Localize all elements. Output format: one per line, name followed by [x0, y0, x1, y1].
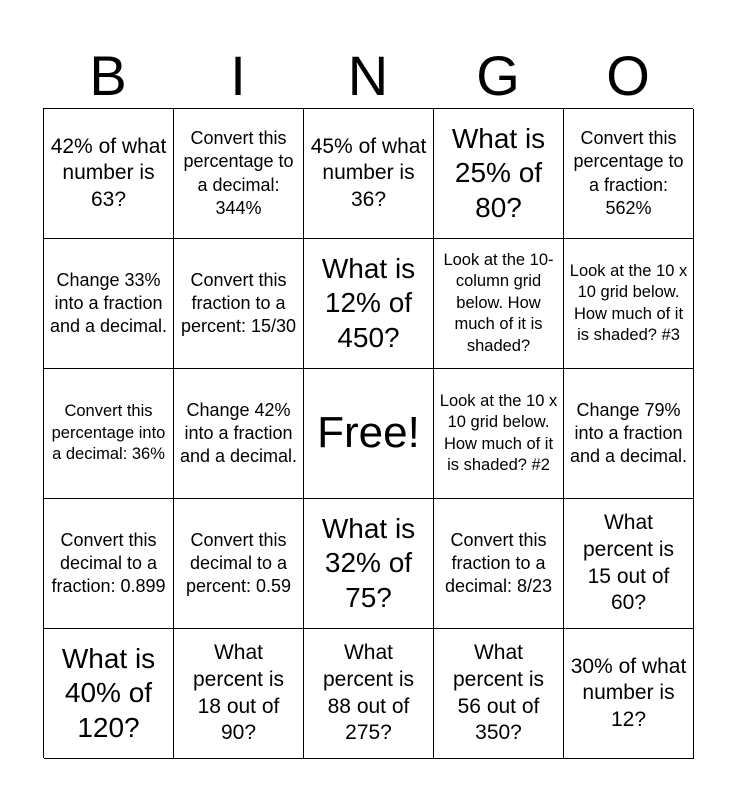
bingo-cell-r2c1[interactable] — [44, 239, 174, 369]
cell-text: Convert this fraction to a decimal: 8/23 — [444, 529, 553, 597]
header-letter-n: N — [347, 44, 389, 107]
bingo-cell-r4c1[interactable] — [44, 499, 174, 629]
bingo-cell-r4c2[interactable] — [174, 499, 304, 629]
cell-text: What percent is 88 out of 275? — [322, 641, 415, 745]
cell-text: Change 33% into a fraction and a decimal. — [49, 269, 168, 337]
bingo-cell-r3c4[interactable] — [434, 369, 564, 499]
cell-text: What percent is 56 out of 350? — [452, 641, 545, 745]
cell-text: 42% of what number is 63? — [50, 134, 167, 211]
bingo-cell-r3c2[interactable] — [174, 369, 304, 499]
cell-text: Convert this percentage to a fraction: 562% — [573, 128, 684, 218]
header-letter-i: I — [230, 44, 246, 107]
free-space-text: Free! — [317, 408, 420, 458]
cell-text: What is 25% of 80? — [451, 122, 546, 223]
cell-text: Convert this decimal to a fraction: 0.899 — [51, 529, 166, 597]
cell-text: What is 40% of 120? — [61, 642, 156, 743]
bingo-cell-r2c2[interactable] — [174, 239, 304, 369]
bingo-cell-r1c1[interactable] — [44, 109, 174, 239]
header-letter-o: O — [606, 44, 650, 107]
cell-text: What is 32% of 75? — [321, 512, 416, 613]
cell-text: What percent is 18 out of 90? — [192, 641, 285, 745]
bingo-header — [43, 44, 693, 108]
bingo-cell-r5c1[interactable] — [44, 629, 174, 759]
cell-text: 45% of what number is 36? — [310, 134, 427, 211]
bingo-cell-r1c3[interactable] — [304, 109, 434, 239]
cell-text: Convert this decimal to a percent: 0.59 — [185, 529, 292, 597]
cell-text: Change 79% into a fraction and a decimal. — [569, 399, 688, 467]
bingo-cell-r4c5[interactable] — [564, 499, 694, 629]
bingo-cell-r4c4[interactable] — [434, 499, 564, 629]
bingo-cell-r2c3[interactable] — [304, 239, 434, 369]
bingo-cell-free[interactable] — [304, 369, 434, 499]
bingo-cell-r3c5[interactable] — [564, 369, 694, 499]
bingo-cell-r1c5[interactable] — [564, 109, 694, 239]
bingo-cell-r5c5[interactable] — [564, 629, 694, 759]
cell-text: Change 42% into a fraction and a decimal. — [179, 399, 298, 467]
header-letter-b: B — [89, 44, 127, 107]
bingo-cell-r2c4[interactable] — [434, 239, 564, 369]
cell-text: Convert this fraction to a percent: 15/30 — [180, 269, 297, 337]
cell-text: Convert this percentage into a decimal: 36% — [51, 402, 166, 464]
bingo-cell-r5c2[interactable] — [174, 629, 304, 759]
bingo-cell-r4c3[interactable] — [304, 499, 434, 629]
cell-text: What percent is 15 out of 60? — [582, 511, 675, 615]
bingo-cell-r1c4[interactable] — [434, 109, 564, 239]
cell-text: Look at the 10 x 10 grid below. How much of it is shaded? #3 — [569, 261, 688, 344]
cell-text: Convert this percentage to a decimal: 344% — [183, 128, 294, 218]
cell-text: What is 12% of 450? — [321, 252, 416, 353]
cell-text: Look at the 10 x 10 grid below. How much of it is shaded? #2 — [439, 391, 558, 474]
cell-text: Look at the 10-column grid below. How much of it is shaded? — [443, 250, 554, 355]
cell-text: 30% of what number is 12? — [570, 654, 687, 731]
bingo-cell-r3c1[interactable] — [44, 369, 174, 499]
header-letter-g: G — [476, 44, 520, 107]
bingo-cell-r2c5[interactable] — [564, 239, 694, 369]
bingo-board — [43, 108, 693, 758]
bingo-cell-r1c2[interactable] — [174, 109, 304, 239]
bingo-cell-r5c4[interactable] — [434, 629, 564, 759]
bingo-cell-r5c3[interactable] — [304, 629, 434, 759]
